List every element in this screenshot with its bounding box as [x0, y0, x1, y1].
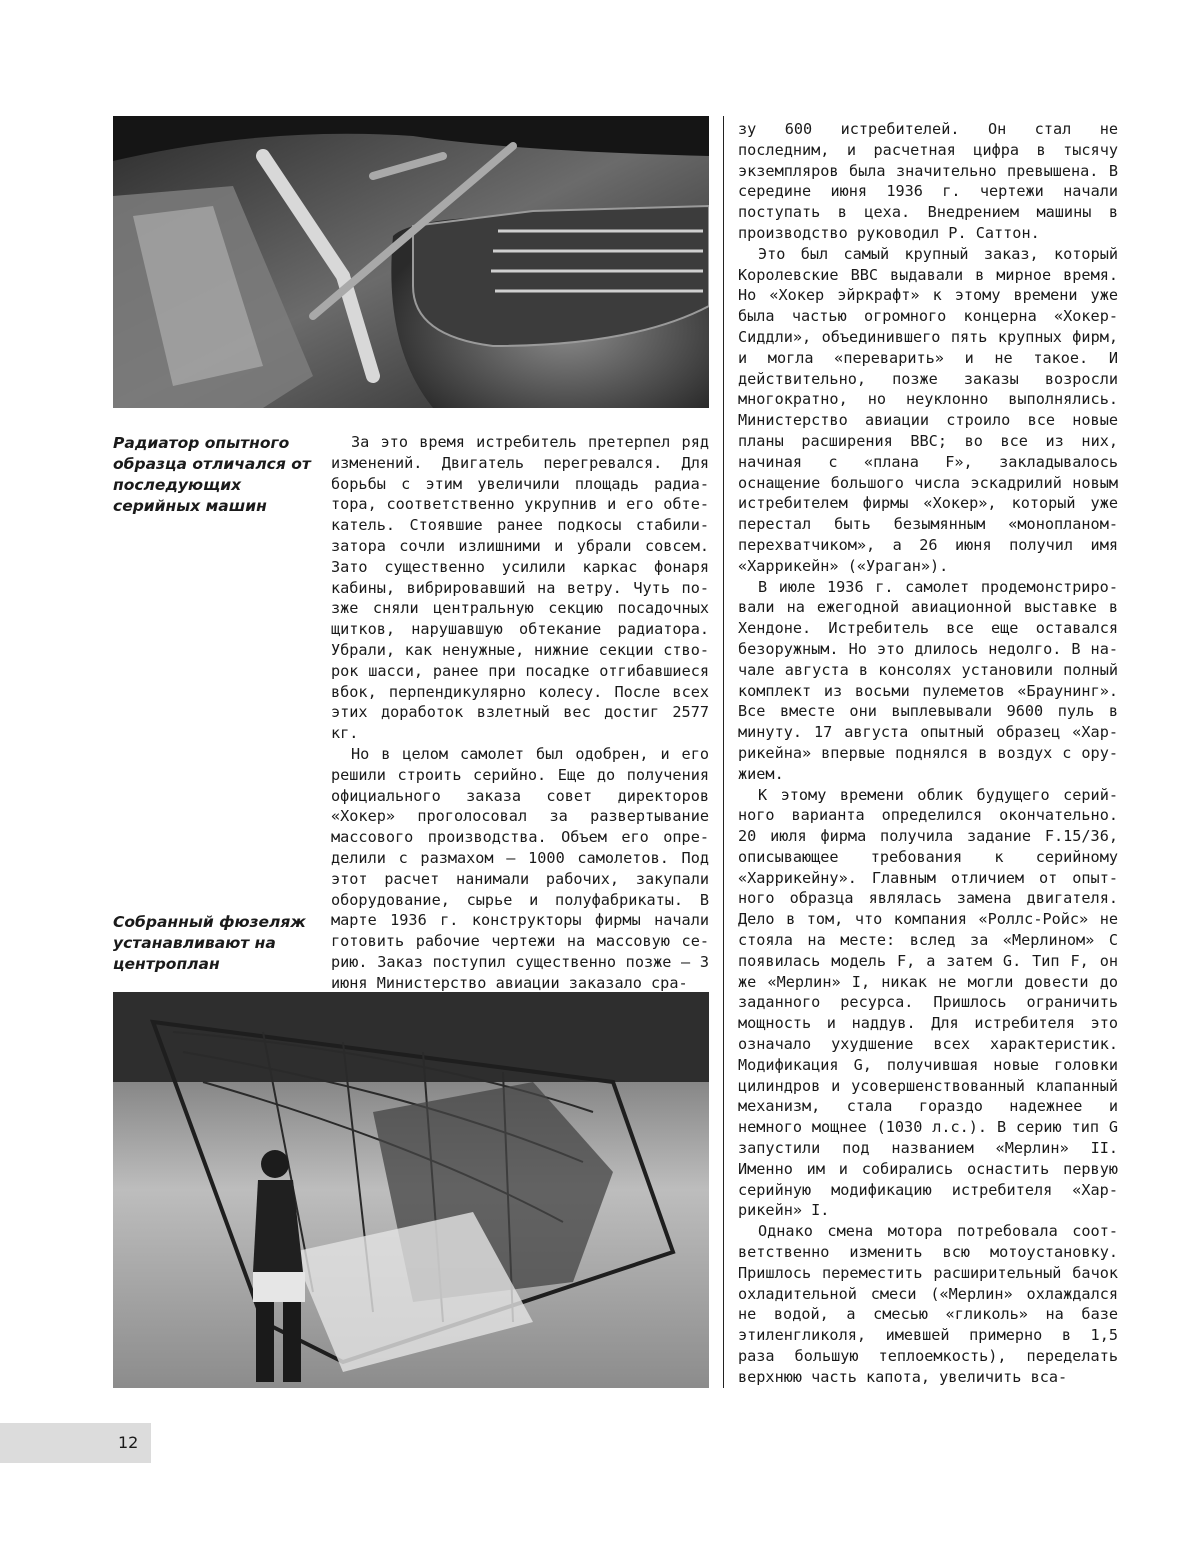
- caption-radiator: Радиатор опытного образца отличался от последующих серийных машин: [113, 434, 311, 515]
- paragraph: Но в целом самолет был одобрен, и его решили строить серийно. Еще до получения официального заказа совет директоров «Хокер» проголосовал за развертывание массового производства. Объем его определили с размахом — 1000 самолетов. Под этот расчет нанимали рабочих, закупали оборудование, сырье и полуфабрикаты. В марте 1936 г. конструкторы фирмы начали готовить рабочие чертежи на массовую серию. Заказ поступил существенно позже — 3 июня Министерство авиации заказало сра-: [331, 744, 709, 992]
- paragraph: В июле 1936 г. самолет продемонстрировали на ежегодной авиационной выставке в Хендоне. Истребитель все еще оставался безоружным. Но это длилось недолго. В начале августа в консолях установили полный комплект из восьми пулеметов «Браунинг». Все вместе они выплевывали 9600 пуль в минуту. 17 августа опытный образец «Харрикейна» впервые поднялся в воздух с оружием.: [738, 577, 1118, 783]
- radiator-photo-drawing: [113, 116, 709, 408]
- fuselage-photo-drawing: [113, 992, 709, 1388]
- paragraph: За это время истребитель претерпел ряд изменений. Двигатель перегревался. Для борьбы с этим увеличили площадь радиатора, соответственно укрупнив и его обтекатель. Стоявшие ранее подкосы стабилизатора сочли излишними и убрали совсем. Зато существенно усилили каркас фонаря кабины, вибрировавший на ветру. Чуть позже сняли центральную секцию посадочных щитков, нарушавшую обтекание радиатора. Убрали, как ненужные, нижние секции створок шасси, ранее при посадке отгибавшиеся вбок, перпендикулярно колесу. После всех этих доработок взлетный вес достиг 2577 кг.: [331, 433, 709, 743]
- column-divider: [723, 116, 724, 1388]
- text-column-middle: [331, 432, 709, 994]
- paragraph: Однако смена мотора потребовала соответственно изменить всю мотоустановку. Пришлось переместить расширительный бачок охладительной смеси («Мерлин» охлаждался не водой, а смесью «гликоль» на базе этиленгликоля, имевшей примерно в 1,5 раза большую теплоемкость), переделать верхнюю часть капота, увеличить вса-: [738, 1222, 1118, 1386]
- radiator-photo: [113, 116, 709, 408]
- paragraph: Это был самый крупный заказ, который Королевские ВВС выдавали в мирное время. Но «Хокер эйркрафт» к этому времени уже была частью огромного концерна «Хокер-Сиддли», объединившего пять крупных фирм, и могла «переварить» и не такое. И действительно, позже заказы возросли многократно, но неуклонно выполнялись. Министерство авиации строило все новые планы расширения ВВС; во все из них, начиная с «плана F», закладывалось оснащение большого числа эскадрилий новым истребителем фирмы «Хокер», который уже перестал быть безымянным «монопланом-перехватчиком», а 26 июня получил имя «Харрикейн» («Ураган»).: [738, 244, 1118, 575]
- fuselage-photo: [113, 992, 709, 1388]
- paragraph: зу 600 истребителей. Он стал не последним, и расчетная цифра в тысячу экземпляров была значительно превышена. В середине июня 1936 г. чертежи начали поступать в цеха. Внедрением машины в производство руководил Р. Саттон.: [738, 120, 1118, 242]
- page-number: 12: [118, 1433, 139, 1452]
- caption-fuselage: Собранный фюзеляж устанавливают на центроплан: [113, 913, 306, 973]
- paragraph: К этому времени облик будущего серийного варианта определился окончательно. 20 июля фирма получила задание F.15/36, описывающее требования к серийному «Харрикейну». Главным отличием от опытного образца являлась замена двигателя. Дело в том, что компания «Роллс-Ройс» не стояла на месте: вслед за «Мерлином» C появилась модель F, а затем G. Тип F, он же «Мерлин» I, никак не могли довести до заданного ресурса. Пришлось ограничить мощность и наддув. Для истребителя это означало ухудшение всех характеристик. Модификация G, получившая новые головки цилиндров и усовершенствованный клапанный механизм, стала гораздо надежнее и немного мощнее (1030 л.с.). В серию тип G запустили под названием «Мерлин» II. Именно им и собирались оснастить первую серийную модификацию истребителя «Харрикейн» I.: [738, 785, 1118, 1220]
- text-column-right: [738, 119, 1118, 1388]
